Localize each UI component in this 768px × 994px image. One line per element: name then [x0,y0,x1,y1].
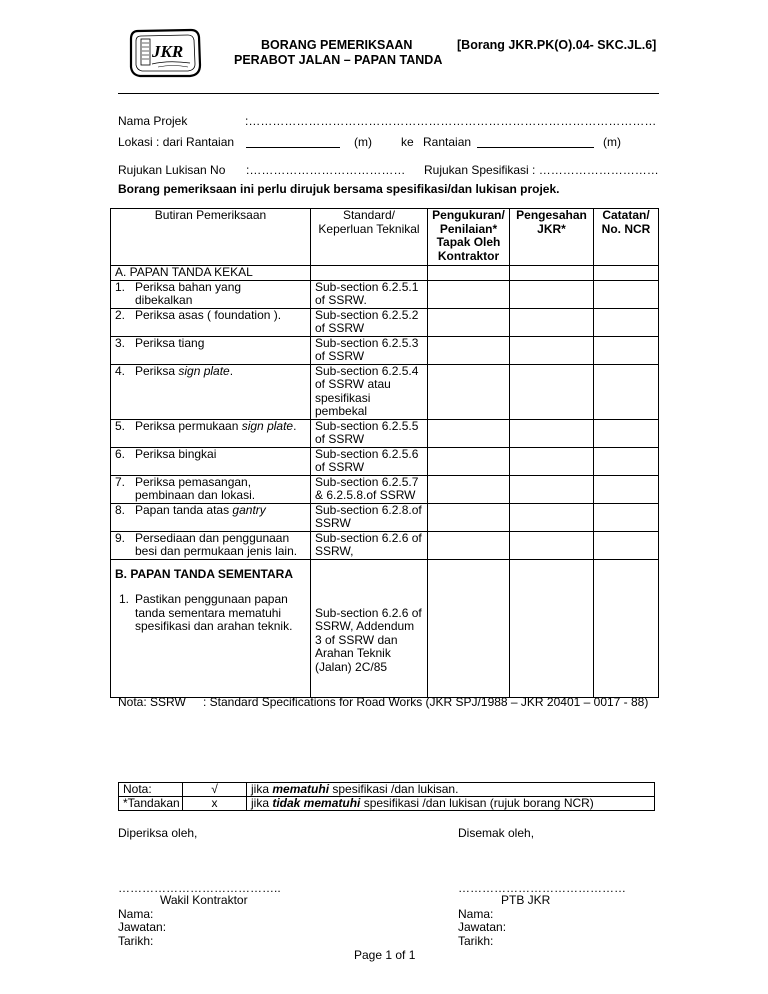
table-row: 5. Periksa permukaan sign plate. Sub-section 6.2.5.5 of SSRW [111,419,659,447]
reference-note: Borang pemeriksaan ini perlu dirujuk bersama spesifikasi/dan lukisan projek. [118,182,560,196]
header-rule [118,93,659,94]
right-tarikh: Tarikh: [458,934,494,948]
nama-projek-label: Nama Projek [118,114,188,128]
section-b-title: B. PAPAN TANDA SEMENTARA [115,566,293,581]
section-a-row [111,266,659,281]
left-nama: Nama: [118,907,154,921]
table-row: 2. Periksa asas ( foundation ). Sub-section 6.2.5.2 of SSRW [111,308,659,336]
right-signature-line[interactable]: …………………………………… [458,881,626,895]
right-nama: Nama: [458,907,494,921]
col-pengukuran: Pengukuran/ Penilaian* Tapak Oleh Kontraktor [428,209,510,266]
table-row: 6. Periksa bingkai Sub-section 6.2.5.6 of SSRW [111,447,659,475]
lokasi-label: Lokasi : dari Rantaian [118,135,235,149]
table-row: 3. Periksa tiang Sub-section 6.2.5.3 of SSRW [111,336,659,364]
tick-icon: √ [183,783,247,797]
table-row: 7. Periksa pemasangan, pembinaan dan lokasi. Sub-section 6.2.5.7 & 6.2.5.8.of SSRW [111,475,659,503]
inspection-table [110,208,659,698]
pengesahan-cell[interactable] [510,419,594,447]
form-title-line2: PERABOT JALAN – PAPAN TANDA [234,53,443,67]
catatan-cell[interactable] [594,559,659,697]
form-title-line1: BORANG PEMERIKSAAN [261,38,413,52]
legend-row-1: jika mematuhi spesifikasi /dan lukisan. [247,783,655,797]
col-standard: Standard/ Keperluan Teknikal [311,209,428,266]
unit-m-2: (m) [603,135,621,149]
rantaian-label: Rantaian [423,135,472,149]
table-row: 4. Periksa sign plate. Sub-section 6.2.5.4 of SSRW atau spesifikasi pembekal [111,364,659,419]
pengukuran-cell[interactable] [428,531,510,559]
legend-row-2: jika tidak mematuhi spesifikasi /dan lukisan (rujuk borang NCR) [247,797,655,811]
rujukan-lukisan-label: Rujukan Lukisan No [118,163,226,177]
pengukuran-cell[interactable] [428,280,510,308]
logo-text: JKR [152,42,184,61]
section-b-block: B. PAPAN TANDA SEMENTARA 1. Pastikan penggunaan papan tanda sementara mematuhi spesifikasi dan arahan teknik. Sub-section 6.2.6 of SSRW, Addendum 3 of SSRW dan Arahan Teknik (Jalan) 2C/85 [111,559,659,697]
col-catatan: Catatan/ No. NCR [594,209,659,266]
pengesahan-cell[interactable] [510,308,594,336]
pengukuran-cell[interactable] [428,308,510,336]
unit-m-1: (m) [354,135,372,149]
pengesahan-cell[interactable] [510,336,594,364]
ke-label: ke [401,135,414,149]
left-signature-line[interactable]: ………………………………….. [118,881,281,895]
legend-nota: Nota: [119,783,183,797]
pengesahan-cell[interactable] [510,531,594,559]
pengesahan-cell[interactable] [510,364,594,419]
catatan-cell[interactable] [594,475,659,503]
pengukuran-cell[interactable] [428,419,510,447]
pengesahan-cell[interactable] [510,475,594,503]
legend-tandakan: *Tandakan [119,797,183,811]
table-row: 1. Periksa bahan yang dibekalkan Sub-section 6.2.5.1 of SSRW. [111,280,659,308]
pengukuran-cell[interactable] [428,447,510,475]
cross-icon: x [183,797,247,811]
right-role: PTB JKR [501,893,551,907]
catatan-cell[interactable] [594,447,659,475]
catatan-cell[interactable] [594,308,659,336]
pengesahan-cell[interactable] [510,503,594,531]
table-row: 8. Papan tanda atas gantry Sub-section 6.2.8.of SSRW [111,503,659,531]
lokasi-ke-field[interactable] [477,134,594,148]
left-role: Wakil Kontraktor [160,893,248,907]
nota-ssrw-text: : Standard Specifications for Road Works (JKR SPJ/1988 – JKR 20401 – 0017 - 88) [203,695,649,709]
diperiksa-label: Diperiksa oleh, [118,826,198,840]
section-a-title: A. PAPAN TANDA KEKAL [111,266,311,281]
pengukuran-cell[interactable] [428,364,510,419]
table-row: 9. Persediaan dan penggunaan besi dan permukaan jenis lain. Sub-section 6.2.6 of SSRW, [111,531,659,559]
nota-ssrw-label: Nota: SSRW [118,695,186,709]
pengesahan-cell[interactable] [510,447,594,475]
left-tarikh: Tarikh: [118,934,154,948]
disemak-label: Disemak oleh, [458,826,535,840]
table-header-row [111,209,659,266]
catatan-cell[interactable] [594,419,659,447]
catatan-cell[interactable] [594,364,659,419]
pengukuran-cell[interactable] [428,336,510,364]
right-jawatan: Jawatan: [458,920,507,934]
rujukan-spesifikasi-field[interactable]: Rujukan Spesifikasi : ………………………… [424,163,659,177]
catatan-cell[interactable] [594,336,659,364]
pengesahan-cell[interactable] [510,559,594,697]
pengesahan-cell[interactable] [510,280,594,308]
legend-table [118,782,655,811]
lokasi-dari-field[interactable] [246,134,340,148]
catatan-cell[interactable] [594,531,659,559]
pengukuran-cell[interactable] [428,503,510,531]
nama-projek-field[interactable]: :………………………………………………………………………………………… [245,114,657,128]
rujukan-lukisan-field[interactable]: :………………………………… [246,163,406,177]
page-number: Page 1 of 1 [354,948,416,962]
col-butiran: Butiran Pemeriksaan [111,209,311,266]
form-code: [Borang JKR.PK(O).04- SKC.JL.6] [457,38,657,52]
left-jawatan: Jawatan: [118,920,167,934]
pengukuran-cell[interactable] [428,475,510,503]
jkr-logo [128,27,203,79]
col-pengesahan: Pengesahan JKR* [510,209,594,266]
pengukuran-cell[interactable] [428,559,510,697]
catatan-cell[interactable] [594,280,659,308]
catatan-cell[interactable] [594,503,659,531]
